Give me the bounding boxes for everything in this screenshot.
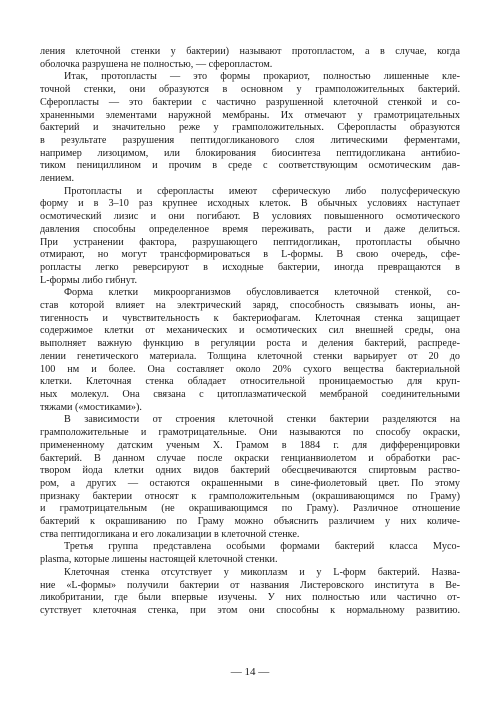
text-line: При устранении фактора, разрушающего пептидогликан, протопласты обычно: [40, 236, 460, 248]
text-line: ства пептидогликана и его локализации в клеточной стенке.: [40, 528, 300, 540]
text-line: ных молекул. Она связана с цитоплазматической мембраной соединительными: [40, 388, 460, 400]
text-line: точной стенки, они образуются в основном у грамположительных бактерий.: [40, 84, 460, 96]
text-line: L-формы либо гибнут.: [40, 274, 138, 286]
text-line: в результате разрушения пептидогликанового слоя литическими ферментами,: [40, 134, 460, 146]
text-line: 100 нм и более. Она составляет около 20% сухого вещества бактериальной: [40, 363, 460, 375]
text-line: грамположительные и грамотрицательные. Они называются по способу окраски,: [40, 427, 460, 439]
paragraph: [40, 567, 460, 618]
text-line: ления клеточной стенки у бактерии) называют протопластом, а в случае, когда: [40, 46, 460, 57]
text-line: Третья группа представлена особыми формами бактерий класса Myco-: [64, 541, 460, 553]
text-line: ликобритании, где были впервые изучены. У них полностью или частично от-: [40, 592, 460, 604]
paragraph: [40, 414, 460, 541]
body-text: [40, 46, 460, 618]
text-line: Форма клетки микроорганизмов обусловливается клеточной стенкой, со-: [64, 287, 460, 299]
text-line: став которой влияет на электрический заряд, способность связывать ионы, ан-: [40, 300, 460, 312]
text-line: сутствует клеточная стенка, при этом они способны к нормальному развитию.: [40, 604, 460, 616]
text-line: тигенность и чувствительность к бактериофагам. Клеточная стенка защищает: [40, 312, 460, 324]
text-line: твором йода клетки одних видов бактерий обесцвечиваются спиртовым раство-: [40, 465, 460, 477]
text-line: plasma, которые лишены настоящей клеточной стенки.: [40, 554, 278, 566]
text-line: примененному датским ученым Х. Грамом в 1884 г. для дифференцировки: [40, 439, 460, 451]
text-line: Итак, протопласты — это формы прокариот, полностью лишенные кле-: [64, 71, 460, 83]
text-line: Протопласты и сферопласты имеют сферическую либо полусферическую: [64, 185, 460, 197]
text-line: оболочка разрушена не полностью, — сферопластом.: [40, 58, 273, 70]
text-line: Сферопласты — это бактерии с частично разрушенной клеточной стенкой и со-: [40, 96, 460, 108]
text-line: бактерий к окрашиванию по Граму можно объяснить различием у них количе-: [40, 516, 460, 528]
paragraph: [40, 541, 460, 566]
text-line: лением.: [40, 173, 75, 185]
text-line: форму и в 3–10 раз крупнее исходных клеток. В обычных условиях наступает: [40, 198, 460, 210]
text-line: осмотический лизис и они погибают. В условиях повышенного осмотического: [40, 211, 460, 223]
text-line: содержимое клетки от механических и осмотических сил внешней среды, она: [40, 325, 460, 337]
paragraph: [40, 186, 460, 288]
text-line: выполняет важную функцию в регуляции роста и деления бактерий, распреде-: [40, 338, 460, 350]
text-line: Клеточная стенка отсутствует у микоплазм и у L-форм бактерий. Назва-: [64, 566, 460, 578]
text-line: и грамотрицательным (не окрашивающимся по Граму). Различное отношение: [40, 503, 460, 515]
page-number: — 14 —: [230, 666, 270, 678]
text-line: клетки. Клеточная стенка обладает относительной проницаемостью для круп-: [40, 376, 460, 388]
text-line: тиком пенициллином и прочим в среде с соответствующим осмотическим дав-: [40, 160, 460, 172]
text-line: ние «L-формы» получили бактерии от названия Листеровского института в Ве-: [40, 579, 460, 591]
text-line: В зависимости от строения клеточной стенки бактерии разделяются на: [64, 414, 460, 426]
text-line: лении генетического материала. Толщина клеточной стенки варьирует от 20 до: [40, 350, 460, 362]
text-line: отмирают, но могут трансформироваться в L-формы. В свою очередь, сфе-: [40, 249, 460, 261]
text-line: тяжами («мостиками»).: [40, 401, 142, 413]
text-line: бактерий и значительно реже у грамположительных. Сферопласты образуются: [40, 122, 460, 134]
text-line: например лизоцимом, или блокирования биосинтеза пептидогликана антибио-: [40, 147, 460, 159]
paragraph: [40, 71, 460, 185]
text-line: храненными элементами наружной мембраны. Их отмечают у грамотрицательных: [40, 109, 460, 121]
text-line: бактерий. В данном случае после окраски генцианвиолетом и обработки рас-: [40, 452, 460, 464]
paragraph: [40, 46, 460, 71]
paragraph: [40, 287, 460, 414]
text-line: ром, а других — остаются окрашенными в сине-фиолетовый цвет. По этому: [40, 477, 460, 489]
text-line: признаку бактерии относят к грамположительным (окрашивающимся по Граму): [40, 490, 460, 502]
text-line: давления способны определенное время переживать, расти и даже делиться.: [40, 223, 460, 235]
text-line: ропласты легко реверсируют в исходные бактерии, иногда превращаются в: [40, 261, 460, 273]
